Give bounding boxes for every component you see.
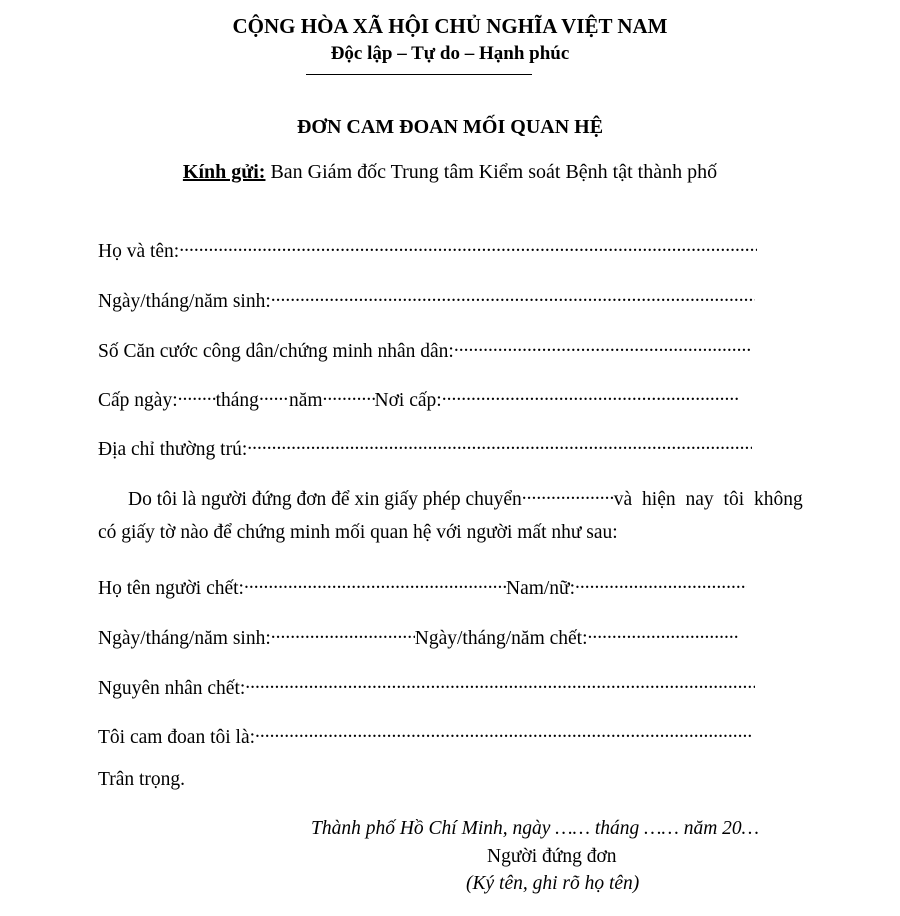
issue-place-label: Nơi cấp: xyxy=(374,390,442,411)
full-name-blank[interactable] xyxy=(179,235,757,257)
motto-underline xyxy=(306,74,532,75)
national-motto: Độc lập – Tự do – Hạnh phúc xyxy=(330,43,570,64)
paragraph-line-1 xyxy=(128,483,834,511)
deceased-gender-blank[interactable] xyxy=(575,572,747,594)
permit-type-blank[interactable] xyxy=(522,483,614,505)
issue-day-label: Cấp ngày: xyxy=(98,390,178,411)
id-number-field xyxy=(98,335,765,363)
paragraph-line1-start: Do tôi là người đứng đơn để xin giấy phép chuyển xyxy=(128,489,522,510)
issue-day-blank[interactable] xyxy=(178,384,216,406)
dob-label: Ngày/tháng/năm sinh: xyxy=(98,291,271,312)
recipient-line xyxy=(0,161,900,184)
national-title: CỘNG HÒA XÃ HỘI CHỦ NGHĨA VIỆT NAM xyxy=(232,14,668,38)
document-title: ĐƠN CAM ĐOAN MỐI QUAN HỆ xyxy=(296,116,604,138)
deceased-gender-label: Nam/nữ: xyxy=(505,578,576,599)
deceased-dod-label: Ngày/tháng/năm chết: xyxy=(414,628,588,649)
place-date-line: Thành phố Hồ Chí Minh, ngày …… tháng …… năm 20… xyxy=(311,818,759,839)
deceased-dob-label: Ngày/tháng/năm sinh: xyxy=(98,628,271,649)
issue-field xyxy=(98,384,765,412)
address-field xyxy=(98,433,765,461)
full-name-label: Họ và tên: xyxy=(98,241,180,262)
address-blank[interactable] xyxy=(247,433,752,455)
dob-blank[interactable] xyxy=(271,285,755,307)
deceased-dod-blank[interactable] xyxy=(588,622,738,644)
issue-year-label: năm xyxy=(288,390,323,411)
paragraph-line-2: có giấy tờ nào để chứng minh mối quan hệ với người mất như sau: xyxy=(98,522,618,543)
deceased-name-blank[interactable] xyxy=(244,572,506,594)
issue-month-blank[interactable] xyxy=(259,384,289,406)
address-label: Địa chỉ thường trú: xyxy=(98,439,248,460)
closing-text: Trân trọng. xyxy=(98,769,186,790)
issue-year-blank[interactable] xyxy=(323,384,375,406)
cause-of-death-field xyxy=(98,672,765,700)
id-number-label: Số Căn cước công dân/chứng minh nhân dân: xyxy=(98,341,454,362)
issue-month-label: tháng xyxy=(215,390,259,411)
recipient-label: Kính gửi: xyxy=(182,161,266,183)
cause-of-death-blank[interactable] xyxy=(245,672,755,694)
paragraph-line1-end: và hiện nay tôi không xyxy=(613,489,803,510)
signature-note: (Ký tên, ghi rõ họ tên) xyxy=(466,873,640,894)
signer-role: Người đứng đơn xyxy=(487,846,617,867)
deceased-dates-field xyxy=(98,622,765,650)
dob-field xyxy=(98,285,765,313)
cause-of-death-label: Nguyên nhân chết: xyxy=(98,678,246,699)
recipient-value: Ban Giám đốc Trung tâm Kiểm soát Bệnh tật thành phố xyxy=(265,161,718,183)
deceased-name-field xyxy=(98,572,765,600)
relationship-label: Tôi cam đoan tôi là: xyxy=(98,727,256,748)
deceased-dob-blank[interactable] xyxy=(271,622,415,644)
id-number-blank[interactable] xyxy=(454,335,750,357)
full-name-field xyxy=(98,235,765,263)
relationship-field xyxy=(98,721,765,749)
issue-place-blank[interactable] xyxy=(442,384,738,406)
deceased-name-label: Họ tên người chết: xyxy=(98,578,244,599)
relationship-blank[interactable] xyxy=(255,721,753,743)
